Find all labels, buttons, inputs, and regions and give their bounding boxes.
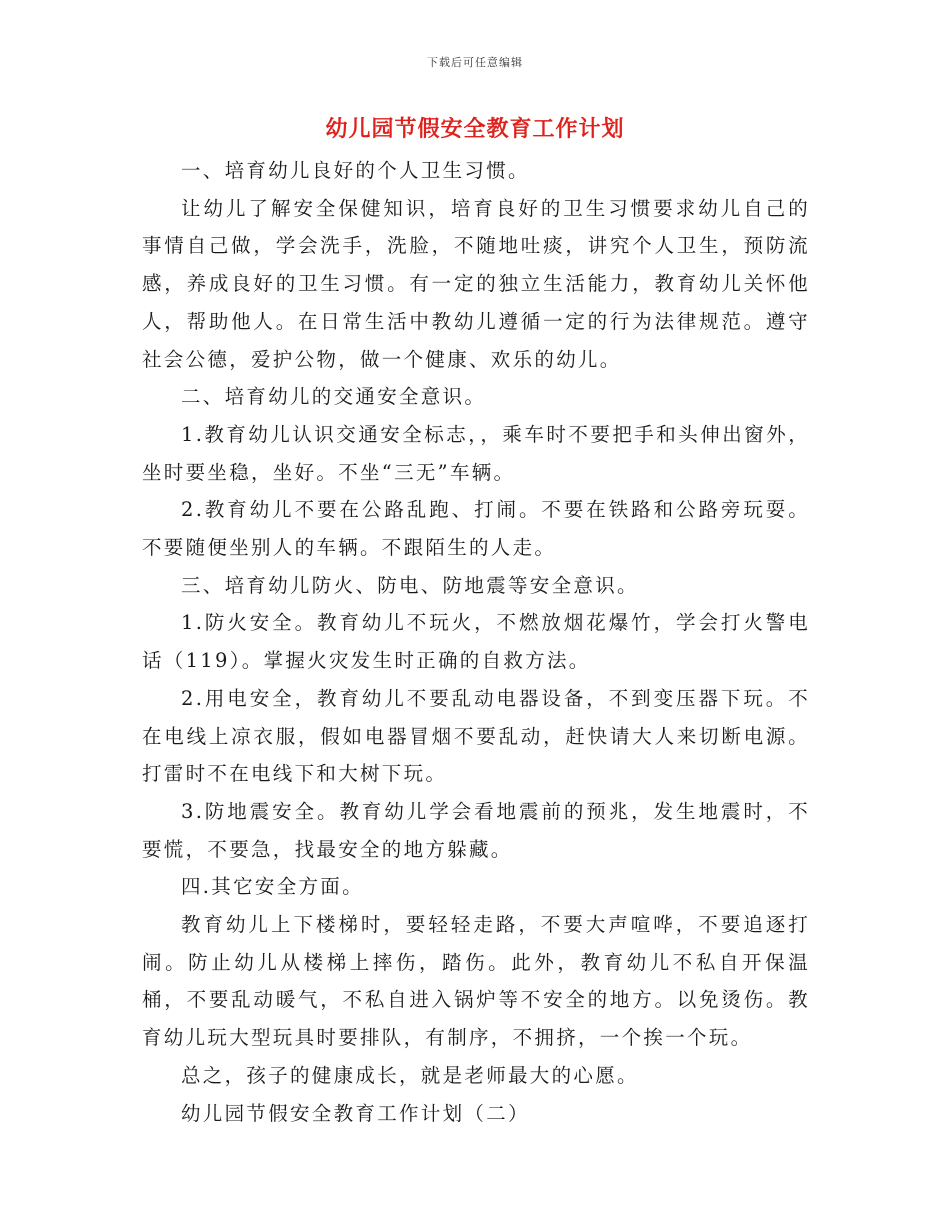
paragraph: 幼儿园节假安全教育工作计划（二） bbox=[181, 1101, 530, 1125]
paragraph: 3.防地震安全。教育幼儿学会看地震前的预兆，发生地震时，不要慌，不要急，找最安全的地方躲藏。 bbox=[142, 799, 810, 861]
section-heading: 一、培育幼儿良好的个人卫生习惯。 bbox=[181, 159, 530, 182]
paragraph: 让幼儿了解安全保健知识，培育良好的卫生习惯要求幼儿自己的事情自己做，学会洗手，洗脸，不随地吐痰，讲究个人卫生，预防流感，养成良好的卫生习惯。有一定的独立生活能力，教育幼儿关怀他人，帮助他人。在日常生活中教幼儿遵循一定的行为法律规范。遵守社会公德，爱护公物，做一个健康、欢乐的幼儿。 bbox=[142, 196, 810, 371]
document-title: 幼儿园节假安全教育工作计划 bbox=[325, 117, 625, 142]
section-heading: 三、培育幼儿防火、防电、防地震等安全意识。 bbox=[181, 573, 639, 597]
paragraph: 1.教育幼儿认识交通安全标志，，乘车时不要把手和头伸出窗外，坐时要坐稳，坐好。不坐“三无”车辆。 bbox=[142, 422, 810, 484]
paragraph: 1.防火安全。教育幼儿不玩火，不燃放烟花爆竹，学会打火警电话（119）。掌握火灾发生时正确的自救方法。 bbox=[142, 611, 810, 673]
section-heading: 四.其它安全方面。 bbox=[181, 875, 364, 899]
paragraph: 2.教育幼儿不要在公路乱跑、打闹。不要在铁路和公路旁玩耍。不要随便坐别人的车辆。不跟陌生的人走。 bbox=[142, 498, 810, 560]
header-note: 下载后可任意编辑 bbox=[427, 56, 523, 69]
paragraph: 2.用电安全，教育幼儿不要乱动电器设备，不到变压器下玩。不在电线上凉衣服，假如电器冒烟不要乱动，赶快请大人来切断电源。打雷时不在电线下和大树下玩。 bbox=[142, 686, 810, 786]
paragraph: 总之，孩子的健康成长，就是老师最大的心愿。 bbox=[181, 1063, 639, 1087]
section-heading: 二、培育幼儿的交通安全意识。 bbox=[181, 385, 487, 409]
document-body bbox=[142, 152, 810, 1132]
paragraph: 教育幼儿上下楼梯时，要轻轻走路，不要大声喧哗，不要追逐打闹。防止幼儿从楼梯上摔伤，踏伤。此外，教育幼儿不私自开保温桶，不要乱动暖气，不私自进入锅炉等不安全的地方。以免烫伤。教育幼儿玩大型玩具时要排队，有制序，不拥挤，一个挨一个玩。 bbox=[142, 913, 810, 1050]
